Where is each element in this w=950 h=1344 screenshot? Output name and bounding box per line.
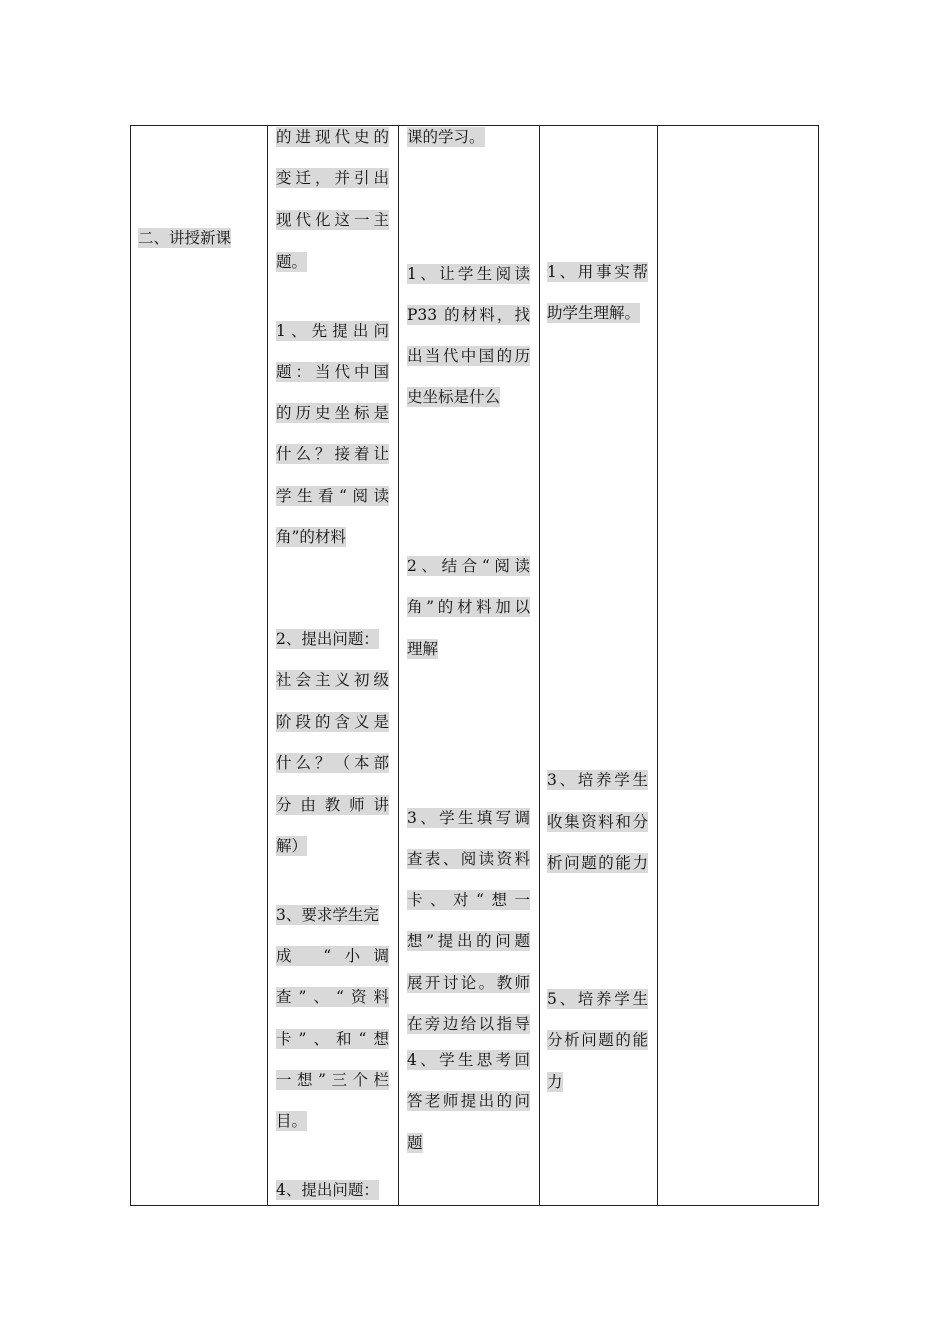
teacher-line: 的进现代史的 [276, 128, 389, 146]
intent-line: 1、用事实帮 [547, 263, 648, 281]
intent-line: 收集资料和分 [547, 813, 648, 831]
teacher-line: 角”的材料 [276, 528, 346, 546]
teacher-line: 的历史坐标是 [276, 404, 389, 422]
intent-line: 5、培养学生 [547, 990, 648, 1008]
teacher-line: 成 “小调 [276, 947, 389, 965]
student-line: 出当代中国的历 [407, 347, 530, 365]
teacher-line: 2、提出问题： [276, 630, 379, 648]
intent-line: 析问题的能力 [547, 854, 648, 872]
student-line: 史坐标是什么 [407, 388, 501, 406]
student-line: 4、学生思考回 [407, 1051, 530, 1069]
student-line: 课的学习。 [407, 128, 485, 146]
teacher-line: 分由教师讲 [276, 796, 389, 814]
intent-line: 力 [547, 1073, 563, 1091]
column-divider [267, 126, 268, 1205]
student-line: 理解 [407, 640, 439, 658]
lesson-plan-table [130, 125, 819, 1206]
teacher-line: 3、要求学生完 [276, 906, 379, 924]
teacher-line: 卡”、和“想 [276, 1030, 389, 1048]
student-line: 在旁边给以指导 [407, 1015, 530, 1033]
teacher-line: 解） [276, 837, 308, 855]
teacher-line: 查”、“资料 [276, 988, 389, 1006]
column-divider [398, 126, 399, 1205]
teacher-line: 4、提出问题： [276, 1181, 379, 1199]
intent-line: 3、培养学生 [547, 771, 648, 789]
teacher-line: 什么？（本部 [276, 754, 389, 772]
student-line: 角”的材料加以 [407, 598, 530, 616]
teacher-line: 题：当代中国 [276, 363, 389, 381]
teacher-line: 社会主义初级 [276, 671, 389, 689]
column-divider [657, 126, 658, 1205]
student-line: 3、学生填写调 [407, 809, 530, 827]
student-line: 答老师提出的问 [407, 1092, 530, 1110]
teacher-line: 目。 [276, 1112, 308, 1130]
student-line: 查表、阅读资料 [407, 850, 530, 868]
intent-line: 分析问题的能 [547, 1031, 648, 1049]
teacher-line: 1、先提出问 [276, 322, 389, 340]
student-line: 2、结合“阅读 [407, 557, 530, 575]
teacher-line: 变迁，并引出 [276, 169, 389, 187]
student-line: 想”提出的问题 [407, 932, 530, 950]
teacher-line: 什么？接着让 [276, 445, 389, 463]
student-line: 展开讨论。教师 [407, 974, 530, 992]
column-divider [539, 126, 540, 1205]
teacher-line: 现代化这一主 [276, 211, 389, 229]
stage-label: 二、讲授新课 [138, 229, 232, 247]
teacher-line: 阶段的含义是 [276, 713, 389, 731]
student-line: P33 的材料，找 [407, 306, 530, 324]
teacher-line: 一想”三个栏 [276, 1071, 389, 1089]
intent-line: 助学生理解。 [547, 304, 641, 322]
student-line: 卡、对“想一 [407, 891, 530, 909]
teacher-line: 题。 [276, 253, 308, 271]
student-line: 1、让学生阅读 [407, 265, 530, 283]
student-line: 题 [407, 1134, 423, 1152]
teacher-line: 学生看“阅读 [276, 487, 389, 505]
